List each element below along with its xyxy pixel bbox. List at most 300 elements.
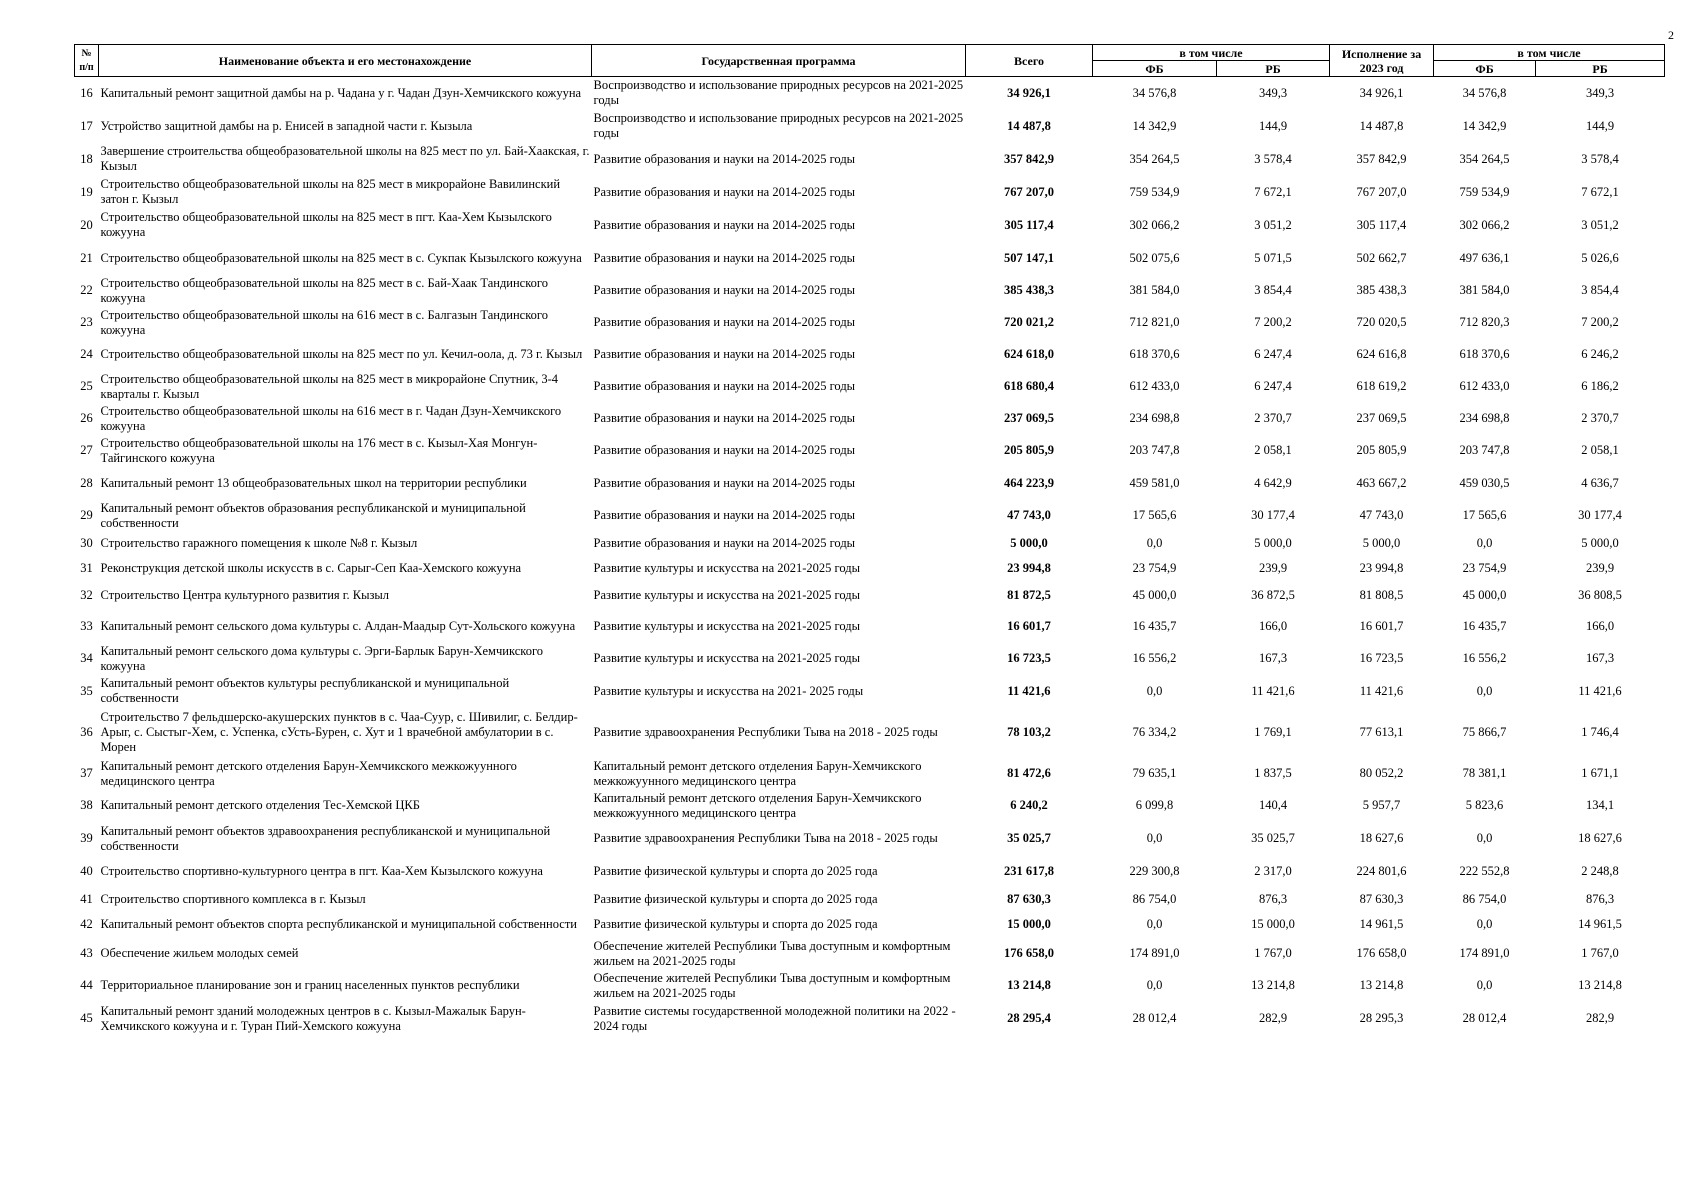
object-name: Капитальный ремонт детского отделения Барун-Хемчикского межкожуунного медицинского центра — [100, 758, 517, 788]
object-name: Капитальный ремонт сельского дома культуры с. Эрги-Барлык Барун-Хемчикского кожууна — [100, 643, 544, 673]
object-name: Капитальный ремонт объектов здравоохранения республиканской и муниципальной собственности — [100, 823, 551, 853]
execution-rb-value: 3 578,4 — [1581, 151, 1619, 166]
execution-rb-value: 166,0 — [1585, 619, 1615, 633]
execution-rb-value: 5 000,0 — [1581, 536, 1619, 550]
execution-rb-value: 167,3 — [1585, 651, 1615, 665]
program-name: Развитие образования и науки на 2014-2025 годы — [593, 475, 856, 490]
fb-value: 23 754,9 — [1132, 560, 1177, 575]
object-name: Строительство общеобразовательной школы на 825 мест в с. Сукпак Кызылского кожууна — [100, 250, 582, 265]
total-value: 231 617,8 — [1004, 864, 1054, 878]
execution-value: 205 805,9 — [1356, 443, 1407, 457]
execution-fb-value: 612 433,0 — [1459, 379, 1510, 393]
execution-rb-value: 30 177,4 — [1578, 508, 1622, 522]
table-row — [75, 500, 1665, 532]
table-row — [75, 970, 1665, 1002]
total-value: 305 117,4 — [1004, 217, 1054, 232]
rb-value: 1 837,5 — [1254, 766, 1292, 780]
execution-fb-value: 0,0 — [1476, 917, 1493, 931]
total-value: 23 994,8 — [1007, 560, 1051, 575]
program-name: Развитие системы государственной молодежной политики на 2022 - 2024 годы — [593, 1003, 956, 1033]
program-name: Развитие физической культуры и спорта до 2025 года — [593, 864, 878, 878]
execution-rb-value: 876,3 — [1585, 892, 1615, 906]
execution-fb-value: 17 565,6 — [1462, 508, 1507, 522]
row-number: 43 — [80, 946, 93, 960]
program-name: Развитие образования и науки на 2014-2025 годы — [593, 443, 856, 457]
rb-value: 3 854,4 — [1254, 283, 1292, 297]
object-name: Строительство спортивно-культурного центра в пгт. Каа-Хем Кызылского кожууна — [100, 864, 543, 878]
execution-fb-value: 234 698,8 — [1459, 411, 1510, 425]
execution-value: 463 667,2 — [1356, 475, 1407, 490]
program-name: Развитие образования и науки на 2014-2025 годы — [593, 347, 856, 361]
total-value: 35 025,7 — [1007, 831, 1051, 845]
object-name: Строительство общеобразовательной школы на 825 мест по ул. Кечил-оола, д. 73 г. Кызыл — [100, 347, 583, 361]
execution-value: 502 662,7 — [1356, 250, 1407, 265]
execution-value: 16 723,5 — [1359, 651, 1404, 665]
execution-rb-value: 3 051,2 — [1581, 217, 1619, 232]
execution-rb-value: 239,9 — [1585, 560, 1615, 575]
fb-value: 45 000,0 — [1132, 588, 1177, 602]
row-number: 37 — [80, 766, 93, 780]
table-row — [75, 708, 1665, 758]
execution-fb-value: 34 576,8 — [1462, 85, 1507, 100]
execution-fb-value: 381 584,0 — [1459, 283, 1510, 297]
total-value: 78 103,2 — [1007, 725, 1051, 739]
program-name: Капитальный ремонт детского отделения Барун-Хемчикского межкожуунного медицинского центра — [593, 758, 922, 788]
execution-value: 47 743,0 — [1359, 508, 1404, 522]
execution-value: 16 601,7 — [1359, 619, 1404, 633]
table-row — [75, 143, 1665, 176]
table-row — [75, 790, 1665, 822]
fb-value: 16 556,2 — [1132, 651, 1177, 665]
header-fb: ФБ — [1093, 61, 1217, 77]
table-row — [75, 339, 1665, 371]
rb-value: 6 247,4 — [1254, 379, 1292, 393]
total-value: 385 438,3 — [1004, 283, 1054, 297]
fb-value: 203 747,8 — [1129, 443, 1180, 457]
fb-value: 0,0 — [1146, 683, 1163, 698]
execution-value: 80 052,2 — [1359, 766, 1404, 780]
object-name: Капитальный ремонт детского отделения Тес-Хемской ЦКБ — [100, 798, 420, 812]
table-row — [75, 643, 1665, 675]
object-name: Строительство общеобразовательной школы на 825 мест в с. Бай-Хаак Тандинского кожууна — [100, 275, 548, 305]
execution-fb-value: 203 747,8 — [1459, 443, 1510, 457]
rb-value: 15 000,0 — [1251, 917, 1295, 931]
program-name: Развитие образования и науки на 2014-2025 годы — [593, 536, 856, 550]
execution-rb-value: 1 671,1 — [1581, 766, 1619, 780]
execution-rb-value: 282,9 — [1585, 1011, 1615, 1025]
header-fb-execution: ФБ — [1434, 61, 1536, 77]
table-header — [75, 45, 1665, 77]
execution-fb-value: 0,0 — [1476, 683, 1493, 698]
row-number: 26 — [80, 411, 93, 425]
object-name: Строительство спортивного комплекса в г. Кызыл — [100, 892, 366, 906]
execution-fb-value: 712 820,3 — [1459, 315, 1510, 329]
execution-fb-value: 75 866,7 — [1462, 725, 1507, 739]
fb-value: 28 012,4 — [1132, 1011, 1177, 1025]
table-body — [75, 77, 1665, 1036]
row-number: 16 — [80, 85, 93, 100]
program-name: Развитие образования и науки на 2014-2025 годы — [593, 508, 856, 522]
program-name: Развитие здравоохранения Республики Тыва на 2018 - 2025 годы — [593, 831, 938, 845]
program-name: Развитие физической культуры и спорта до 2025 года — [593, 892, 878, 906]
object-name: Капитальный ремонт объектов образования республиканской и муниципальной собственности — [100, 500, 526, 530]
rb-value: 7 672,1 — [1254, 184, 1292, 199]
execution-fb-value: 14 342,9 — [1462, 118, 1507, 133]
execution-rb-value: 2 248,8 — [1581, 864, 1619, 878]
execution-rb-value: 349,3 — [1585, 85, 1615, 100]
row-number: 22 — [80, 283, 93, 297]
execution-fb-value: 0,0 — [1476, 831, 1493, 845]
table-row — [75, 1002, 1665, 1036]
table-row — [75, 912, 1665, 938]
table-row — [75, 758, 1665, 790]
program-name: Воспроизводство и использование природных ресурсов на 2021-2025 годы — [593, 78, 964, 108]
table-row — [75, 888, 1665, 912]
execution-value: 5 957,7 — [1362, 798, 1401, 812]
execution-rb-value: 7 200,2 — [1581, 315, 1619, 329]
rb-value: 140,4 — [1258, 798, 1288, 812]
program-name: Развитие образования и науки на 2014-2025 годы — [593, 184, 856, 199]
row-number: 31 — [80, 560, 93, 575]
object-name: Строительство общеобразовательной школы на 825 мест в микрорайоне Вавилинский затон г. Кызыл — [100, 177, 561, 206]
table-row — [75, 822, 1665, 856]
table-row — [75, 435, 1665, 467]
table-row — [75, 611, 1665, 643]
execution-fb-value: 0,0 — [1476, 978, 1493, 992]
row-number: 40 — [80, 864, 93, 878]
execution-fb-value: 222 552,8 — [1459, 864, 1510, 878]
header-total: Всего — [966, 45, 1093, 77]
execution-fb-value: 78 381,1 — [1462, 766, 1507, 780]
header-num: № п/п — [75, 45, 99, 77]
total-value: 624 618,0 — [1004, 347, 1054, 361]
total-value: 237 069,5 — [1004, 411, 1054, 425]
row-number: 30 — [80, 536, 93, 550]
fb-value: 502 075,6 — [1129, 250, 1180, 265]
rb-value: 876,3 — [1258, 892, 1288, 906]
row-number: 29 — [80, 508, 93, 522]
total-value: 15 000,0 — [1007, 917, 1051, 931]
total-value: 28 295,4 — [1007, 1011, 1051, 1025]
execution-rb-value: 1 767,0 — [1581, 946, 1619, 960]
fb-value: 354 264,5 — [1129, 151, 1180, 166]
execution-rb-value: 7 672,1 — [1581, 184, 1619, 199]
execution-rb-value: 1 746,4 — [1581, 725, 1619, 739]
program-name: Обеспечение жителей Республики Тыва доступным и комфортным жильем на 2021-2025 годы — [593, 970, 951, 1000]
rb-value: 1 767,0 — [1254, 946, 1292, 960]
execution-rb-value: 18 627,6 — [1578, 831, 1622, 845]
execution-fb-value: 618 370,6 — [1459, 347, 1510, 361]
total-value: 16 723,5 — [1007, 651, 1051, 665]
table-row — [75, 176, 1665, 209]
table-row — [75, 532, 1665, 556]
execution-fb-value: 174 891,0 — [1459, 946, 1510, 960]
program-name: Развитие культуры и искусства на 2021-2025 годы — [593, 560, 861, 575]
execution-value: 81 808,5 — [1359, 588, 1404, 602]
rb-value: 239,9 — [1258, 560, 1288, 575]
header-execution: Исполнение за 2023 год — [1330, 45, 1434, 77]
program-name: Развитие культуры и искусства на 2021-2025 годы — [593, 619, 861, 633]
execution-value: 618 619,2 — [1356, 379, 1407, 393]
fb-value: 6 099,8 — [1135, 798, 1174, 812]
total-value: 205 805,9 — [1004, 443, 1054, 457]
program-name: Развитие образования и науки на 2014-2025 годы — [593, 283, 856, 297]
page-number: 2 — [1668, 28, 1674, 42]
object-name: Строительство Центра культурного развития г. Кызыл — [100, 588, 390, 602]
rb-value: 11 421,6 — [1251, 683, 1295, 698]
execution-fb-value: 16 556,2 — [1462, 651, 1507, 665]
table-row — [75, 556, 1665, 581]
table-row — [75, 275, 1665, 307]
fb-value: 0,0 — [1146, 536, 1163, 550]
object-name: Капитальный ремонт объектов культуры республиканской и муниципальной собственности — [100, 676, 510, 705]
table-row — [75, 209, 1665, 242]
total-value: 507 147,1 — [1004, 250, 1054, 265]
program-name: Развитие образования и науки на 2014-2025 годы — [593, 250, 856, 265]
table-row — [75, 467, 1665, 500]
execution-fb-value: 354 264,5 — [1459, 151, 1510, 166]
rb-value: 282,9 — [1258, 1011, 1288, 1025]
execution-value: 14 487,8 — [1359, 118, 1404, 133]
execution-fb-value: 302 066,2 — [1459, 217, 1510, 232]
program-name: Развитие культуры и искусства на 2021- 2025 годы — [593, 683, 864, 698]
fb-value: 612 433,0 — [1129, 379, 1180, 393]
rb-value: 4 642,9 — [1254, 475, 1292, 490]
execution-value: 767 207,0 — [1356, 184, 1407, 199]
row-number: 18 — [80, 151, 93, 166]
fb-value: 174 891,0 — [1129, 946, 1180, 960]
execution-rb-value: 6 246,2 — [1581, 347, 1619, 361]
row-number: 25 — [80, 379, 93, 393]
fb-value: 459 581,0 — [1129, 475, 1180, 490]
execution-rb-value: 2 058,1 — [1581, 443, 1619, 457]
total-value: 13 214,8 — [1007, 978, 1051, 992]
fb-value: 712 821,0 — [1129, 315, 1180, 329]
execution-fb-value: 23 754,9 — [1462, 560, 1507, 575]
object-name: Строительство гаражного помещения к школе №8 г. Кызыл — [100, 536, 418, 550]
program-name: Обеспечение жителей Республики Тыва доступным и комфортным жильем на 2021-2025 годы — [593, 938, 951, 968]
object-name: Капитальный ремонт сельского дома культуры с. Алдан-Маадыр Сут-Хольского кожууна — [100, 619, 576, 633]
rb-value: 166,0 — [1258, 619, 1288, 633]
program-name: Развитие здравоохранения Республики Тыва на 2018 - 2025 годы — [593, 725, 938, 739]
total-value: 87 630,3 — [1007, 892, 1051, 906]
execution-value: 624 616,8 — [1356, 347, 1407, 361]
total-value: 176 658,0 — [1004, 946, 1054, 960]
object-name: Капитальный ремонт 13 общеобразовательных школ на территории республики — [100, 475, 527, 490]
fb-value: 0,0 — [1146, 978, 1163, 992]
table-row — [75, 242, 1665, 275]
object-name: Строительство 7 фельдшерско-акушерских пунктов в с. Чаа-Суур, с. Шивилиг, с. Белдир-Арыг, с. Сыстыг-Хем, с. Успенка, сУсть-Бурен, с. Хут и 1 врачебной амбулатории в с. Морен — [100, 710, 578, 754]
rb-value: 13 214,8 — [1251, 978, 1295, 992]
fb-value: 76 334,2 — [1132, 725, 1177, 739]
object-name: Обеспечение жильем молодых семей — [100, 946, 299, 960]
table-row — [75, 371, 1665, 403]
program-name: Развитие образования и науки на 2014-2025 годы — [593, 411, 856, 425]
fb-value: 14 342,9 — [1132, 118, 1177, 133]
row-number: 35 — [80, 683, 93, 698]
row-number: 24 — [80, 347, 93, 361]
total-value: 5 000,0 — [1010, 536, 1048, 550]
execution-fb-value: 45 000,0 — [1462, 588, 1507, 602]
execution-value: 28 295,3 — [1359, 1011, 1404, 1025]
fb-value: 16 435,7 — [1132, 619, 1177, 633]
execution-rb-value: 14 961,5 — [1578, 917, 1622, 931]
row-number: 36 — [80, 725, 93, 739]
execution-rb-value: 2 370,7 — [1581, 411, 1619, 425]
execution-value: 87 630,3 — [1359, 892, 1404, 906]
total-value: 357 842,9 — [1004, 151, 1054, 166]
fb-value: 79 635,1 — [1132, 766, 1177, 780]
rb-value: 35 025,7 — [1251, 831, 1295, 845]
header-rb-execution: РБ — [1536, 61, 1665, 77]
fb-value: 302 066,2 — [1129, 217, 1180, 232]
row-number: 45 — [80, 1011, 93, 1025]
program-name: Развитие образования и науки на 2014-2025 годы — [593, 217, 856, 232]
execution-fb-value: 0,0 — [1476, 536, 1493, 550]
object-name: Капитальный ремонт защитной дамбы на р. Чадана у г. Чадан Дзун-Хемчикского кожууна — [100, 85, 582, 100]
object-name: Устройство защитной дамбы на р. Енисей в западной части г. Кызыла — [100, 118, 473, 133]
fb-value: 0,0 — [1146, 831, 1163, 845]
execution-value: 224 801,6 — [1356, 864, 1407, 878]
table-row — [75, 938, 1665, 970]
program-name: Капитальный ремонт детского отделения Барун-Хемчикского межкожуунного медицинского центра — [593, 790, 922, 820]
execution-value: 18 627,6 — [1359, 831, 1404, 845]
execution-rb-value: 36 808,5 — [1578, 588, 1622, 602]
execution-fb-value: 5 823,6 — [1465, 798, 1504, 812]
total-value: 81 872,5 — [1007, 588, 1051, 602]
row-number: 32 — [80, 588, 93, 602]
total-value: 6 240,2 — [1010, 798, 1048, 812]
row-number: 27 — [80, 443, 93, 457]
fb-value: 234 698,8 — [1129, 411, 1180, 425]
row-number: 34 — [80, 651, 93, 665]
program-name: Развитие культуры и искусства на 2021-2025 годы — [593, 651, 861, 665]
object-name: Капитальный ремонт зданий молодежных центров в с. Кызыл-Мажалык Барун-Хемчикского кожууна и г. Туран Пий-Хемского кожууна — [100, 1003, 526, 1033]
execution-rb-value: 11 421,6 — [1578, 683, 1622, 698]
rb-value: 3 578,4 — [1254, 151, 1292, 166]
header-including-execution: в том числе — [1434, 45, 1665, 61]
rb-value: 5 000,0 — [1254, 536, 1292, 550]
object-name: Строительство общеобразовательной школы на 825 мест в микрорайоне Спутник, 3-4 кварталы г. Кызыл — [100, 371, 559, 401]
execution-value: 720 020,5 — [1356, 315, 1407, 329]
row-number: 23 — [80, 315, 93, 329]
object-name: Строительство общеобразовательной школы на 176 мест в с. Кызыл-Хая Монгун-Тайгинского кожууна — [100, 435, 538, 465]
execution-rb-value: 134,1 — [1585, 798, 1615, 812]
budget-table — [74, 44, 1665, 1036]
execution-value: 357 842,9 — [1356, 151, 1407, 166]
table-row — [75, 77, 1665, 110]
total-value: 16 601,7 — [1007, 619, 1051, 633]
table-row — [75, 307, 1665, 339]
row-number: 20 — [80, 217, 93, 232]
fb-value: 86 754,0 — [1132, 892, 1177, 906]
header-rb: РБ — [1217, 61, 1330, 77]
program-name: Развитие образования и науки на 2014-2025 годы — [593, 315, 856, 329]
execution-rb-value: 3 854,4 — [1581, 283, 1619, 297]
execution-value: 305 117,4 — [1356, 217, 1407, 232]
program-name: Развитие физической культуры и спорта до 2025 года — [593, 917, 878, 931]
object-name: Строительство общеобразовательной школы на 825 мест в пгт. Каа-Хем Кызылского кожууна — [100, 210, 552, 239]
execution-value: 11 421,6 — [1359, 683, 1404, 698]
total-value: 47 743,0 — [1007, 508, 1051, 522]
program-name: Развитие образования и науки на 2014-2025 годы — [593, 151, 856, 166]
row-number: 41 — [80, 892, 93, 906]
rb-value: 6 247,4 — [1254, 347, 1292, 361]
execution-rb-value: 6 186,2 — [1581, 379, 1619, 393]
fb-value: 0,0 — [1146, 917, 1163, 931]
total-value: 11 421,6 — [1007, 683, 1051, 698]
program-name: Воспроизводство и использование природных ресурсов на 2021-2025 годы — [593, 111, 964, 140]
execution-value: 14 961,5 — [1359, 917, 1404, 931]
table-row — [75, 856, 1665, 888]
execution-rb-value: 13 214,8 — [1578, 978, 1622, 992]
fb-value: 381 584,0 — [1129, 283, 1180, 297]
total-value: 14 487,8 — [1007, 118, 1051, 133]
object-name: Территориальное планирование зон и границ населенных пунктов республики — [100, 978, 520, 992]
object-name: Завершение строительства общеобразовательной школы на 825 мест по ул. Бай-Хаакская, г. Кызыл — [100, 144, 590, 173]
execution-rb-value: 144,9 — [1585, 118, 1615, 133]
fb-value: 229 300,8 — [1129, 864, 1180, 878]
object-name: Строительство общеобразовательной школы на 616 мест в г. Чадан Дзун-Хемчикского кожууна — [100, 403, 562, 433]
header-including: в том числе — [1093, 45, 1330, 61]
total-value: 767 207,0 — [1004, 184, 1054, 199]
total-value: 34 926,1 — [1007, 85, 1051, 100]
total-value: 618 680,4 — [1004, 379, 1054, 393]
execution-value: 23 994,8 — [1359, 560, 1404, 575]
execution-value: 176 658,0 — [1356, 946, 1407, 960]
rb-value: 144,9 — [1258, 118, 1288, 133]
execution-value: 385 438,3 — [1356, 283, 1407, 297]
program-name: Развитие культуры и искусства на 2021-2025 годы — [593, 588, 861, 602]
execution-fb-value: 459 030,5 — [1459, 475, 1510, 490]
execution-rb-value: 5 026,6 — [1581, 250, 1619, 265]
execution-value: 5 000,0 — [1362, 536, 1401, 550]
header-program: Государственная программа — [592, 45, 966, 77]
rb-value: 5 071,5 — [1254, 250, 1292, 265]
execution-fb-value: 28 012,4 — [1462, 1011, 1507, 1025]
rb-value: 30 177,4 — [1251, 508, 1295, 522]
table-row — [75, 403, 1665, 435]
execution-rb-value: 4 636,7 — [1581, 475, 1619, 490]
rb-value: 3 051,2 — [1254, 217, 1292, 232]
fb-value: 618 370,6 — [1129, 347, 1180, 361]
rb-value: 167,3 — [1258, 651, 1288, 665]
execution-fb-value: 497 636,1 — [1459, 250, 1510, 265]
rb-value: 2 317,0 — [1254, 864, 1292, 878]
object-name: Строительство общеобразовательной школы на 616 мест в с. Балгазын Тандинского кожууна — [100, 307, 548, 337]
row-number: 28 — [80, 475, 93, 490]
row-number: 21 — [80, 250, 93, 265]
rb-value: 1 769,1 — [1254, 725, 1292, 739]
rb-value: 7 200,2 — [1254, 315, 1292, 329]
table-row — [75, 110, 1665, 143]
rb-value: 2 058,1 — [1254, 443, 1292, 457]
row-number: 17 — [80, 118, 93, 133]
rb-value: 36 872,5 — [1251, 588, 1295, 602]
rb-value: 349,3 — [1258, 85, 1288, 100]
row-number: 33 — [80, 619, 93, 633]
execution-fb-value: 86 754,0 — [1462, 892, 1507, 906]
execution-value: 13 214,8 — [1359, 978, 1404, 992]
fb-value: 17 565,6 — [1132, 508, 1177, 522]
row-number: 19 — [80, 184, 93, 199]
total-value: 81 472,6 — [1007, 766, 1051, 780]
total-value: 720 021,2 — [1004, 315, 1054, 329]
object-name: Капитальный ремонт объектов спорта республиканской и муниципальной собственности — [100, 917, 577, 931]
header-name: Наименование объекта и его местонахождение — [99, 45, 592, 77]
total-value: 464 223,9 — [1004, 475, 1054, 490]
fb-value: 34 576,8 — [1132, 85, 1177, 100]
